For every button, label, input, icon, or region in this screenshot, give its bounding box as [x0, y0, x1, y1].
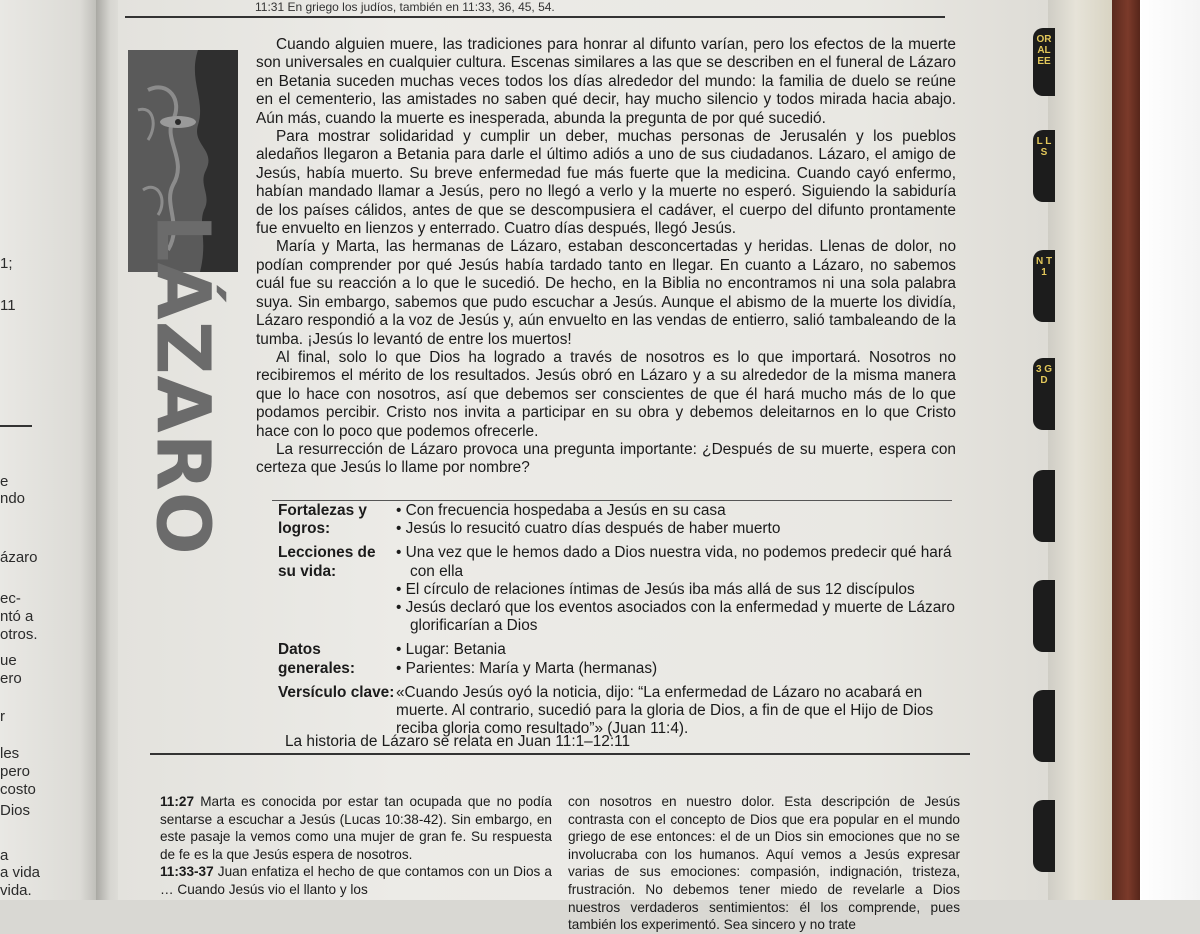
left-fragment: ndo: [0, 490, 26, 507]
left-fragment: r: [0, 708, 5, 725]
article-paragraph: La resurrección de Lázaro provoca una pregunta importante: ¿Después de su muerte, espera con certeza que Jesús lo llame por nombre?: [256, 440, 956, 477]
story-reference: La historia de Lázaro se relata en Juan 11:1–12:11: [285, 733, 631, 750]
strength-item: • Jesús lo resucitó cuatro días después de haber muerto: [396, 520, 968, 538]
general-data-item: • Parientes: María y Marta (hermanas): [396, 660, 968, 678]
lessons-section: [278, 544, 968, 635]
left-page-rule: [0, 425, 32, 427]
lesson-item: • Jesús declaró que los eventos asociados con la enfermedad y muerte de Lázaro glorificarían a Dios: [396, 599, 968, 635]
strength-item: • Con frecuencia hospedaba a Jesús en su casa: [396, 502, 968, 520]
left-fragment: ero: [0, 670, 22, 687]
left-fragment: ue: [0, 652, 17, 669]
strengths-section: [278, 502, 968, 538]
lesson-item: • El círculo de relaciones íntimas de Jesús iba más allá de sus 12 discípulos: [396, 581, 968, 599]
left-fragment: 11: [0, 297, 16, 314]
key-verse-label: Versículo clave:: [278, 683, 395, 701]
left-fragment: vida.: [0, 882, 32, 899]
note-reference: 11:27: [160, 794, 195, 809]
article-paragraph: Para mostrar solidaridad y cumplir un deber, muchas personas de Jerusalén y los pueblos aledaños llegaron a Betania para darle el último adiós a uno de sus ciudadanos. Lázaro, el amigo de Jesús, había muerto. Su breve enfermedad fue más fuerte que la medicina. Cuando cayó enfermo, habían mandado llamar a Jesús, pero no llegó a verlo y la muerte no esperó. Siguiendo la sabiduría de los países cálidos, antes de que se descompusiera el cadáver, el cuerpo del difunto prontamente fue envuelto en lienzos y enterrado. Cuatro días después, llegó Jesús.: [256, 128, 956, 238]
article-paragraph: Cuando alguien muere, las tradiciones para honrar al difunto varían, pero los efectos de la muerte son universales en cualquier cultura. Escenas similares a las que se describen en el funeral de Lázaro en Betania suceden muchas veces todos los días alrededor del mundo: la familia de duelo se reúne en el cementerio, las amistades no saben qué decir, hay mucho silencio y todos mirada hacia abajo. Aún más, cuando la muerte es inesperada, abunda la pregunta de por qué sucedió.: [256, 36, 956, 127]
lessons-label: Lecciones de su vida:: [278, 544, 376, 580]
note-text: Juan enfatiza el hecho de que contamos con un Dios a … Cuando Jesús vio el llanto y los: [160, 864, 552, 897]
study-notes: [160, 793, 960, 934]
key-verse-section: [278, 684, 968, 739]
left-fragment: a: [0, 847, 9, 864]
note-reference: 11:33-37: [160, 864, 214, 880]
left-fragment: les: [0, 745, 20, 762]
left-fragment: 1;: [0, 255, 13, 272]
notes-rule: [150, 753, 970, 755]
study-note: [160, 863, 552, 898]
note-text: Marta es conocida por estar tan ocupada que no podía sentarse a escuchar a Jesús (Lucas 10:38-42). Sin embargo, en este pasaje la vemos como una mujer de gran fe. Su respuesta de fe es la que Jesús espera de nosotros.: [160, 794, 552, 862]
left-fragment: pero: [0, 763, 31, 780]
lesson-item: • Una vez que le hemos dado a Dios nuestra vida, no podemos predecir qué hará con ella: [396, 544, 968, 580]
notes-left-column: [160, 793, 552, 934]
thumb-index-tab[interactable]: N T 1: [1033, 250, 1055, 322]
header-rule: [125, 16, 945, 18]
facts-separator: [272, 500, 952, 501]
left-fragment: ec-: [0, 590, 21, 607]
left-fragment: otros.: [0, 626, 38, 643]
thumb-index-tab[interactable]: [1033, 690, 1055, 762]
left-fragment: costo: [0, 781, 36, 798]
thumb-index-tab[interactable]: [1033, 470, 1055, 542]
thumb-index-tab[interactable]: 3 G D: [1033, 358, 1055, 430]
left-fragment: ntó a: [0, 608, 34, 625]
thumb-index-tab[interactable]: OR AL EE: [1033, 28, 1055, 96]
general-data-label: Datos generales:: [278, 641, 355, 677]
left-fragment: e: [0, 473, 9, 490]
banner-name: [128, 214, 238, 556]
article-paragraph: María y Marta, las hermanas de Lázaro, estaban desconcertadas y heridas. Llenas de dolor, no podían comprender por qué Jesús había tardado tanto en llegar. En cuanto a Lázaro, no sabemos cuál fue su reacción a lo que le sucedió. De hecho, en la Biblia no encontramos ni una sola palabra suya. Sin embargo, sabemos que pudo escuchar a Jesús. Aunque el abismo de la muerte los dividía, Lázaro respondió a la voz de Jesús y, aún envuelto en las vendas de entierro, salió tambaleando de la tumba. ¡Jesús lo levantó de entre los muertos!: [256, 238, 956, 348]
left-page: [0, 0, 100, 900]
facts-box: [278, 502, 968, 744]
article-body: [256, 36, 956, 478]
header-footnote: 11:31 En griego los judíos, también en 11:33, 36, 45, 54.: [255, 0, 555, 14]
key-verse-text: «Cuando Jesús oyó la noticia, dijo: “La enfermedad de Lázaro no acabará en muerte. Al contrario, sucedió para la gloria de Dios, a fin de que el Hijo de Dios reciba gloria como resultado”» (Juan 11:4).: [396, 683, 934, 738]
banner-name-text: LÁZARO: [140, 214, 226, 556]
thumb-index-tab[interactable]: [1033, 800, 1055, 872]
left-fragment: Dios: [0, 802, 31, 819]
thumb-index-tab[interactable]: L L S: [1033, 130, 1055, 202]
general-data-item: • Lugar: Betania: [396, 641, 968, 659]
table-surface: [1140, 0, 1200, 900]
study-note: con nosotros en nuestro dolor. Esta descripción de Jesús contrasta con el concepto de Dios que era popular en el mundo griego de ese entonces: el de un Dios sin emociones que no se involucraba con los humanos. Aquí vemos a Jesús expresar varias de sus emociones: compasión, indignación, tristeza, frustración. No debemos tener miedo de revelarle a Dios nuestros verdaderos sentimientos: él los comprende, pues también los experimentó. Sea sincero y no trate: [568, 794, 960, 933]
article-paragraph: Al final, solo lo que Dios ha logrado a través de nosotros es lo que importará. Nosotros no recibiremos el mérito de los resultados. Jesús obró en Lázaro y a su alrededor de la misma manera que lo hace con nosotros, así que debemos ser conscientes de que él hará mucho más de lo que podamos percibir. Cristo nos invita a participar en su obra y debemos deleitarnos en lo que Cristo hace con lo poco que podemos ofrecerle.: [256, 348, 956, 440]
study-note: [160, 793, 552, 863]
strengths-label: Fortalezas y logros:: [278, 502, 367, 538]
thumb-index-tab[interactable]: [1033, 580, 1055, 652]
left-fragment: a vida: [0, 864, 41, 881]
left-fragment: ázaro: [0, 549, 38, 566]
general-data-section: [278, 641, 968, 677]
page-edges: [1048, 0, 1118, 900]
notes-right-column: [568, 793, 960, 934]
